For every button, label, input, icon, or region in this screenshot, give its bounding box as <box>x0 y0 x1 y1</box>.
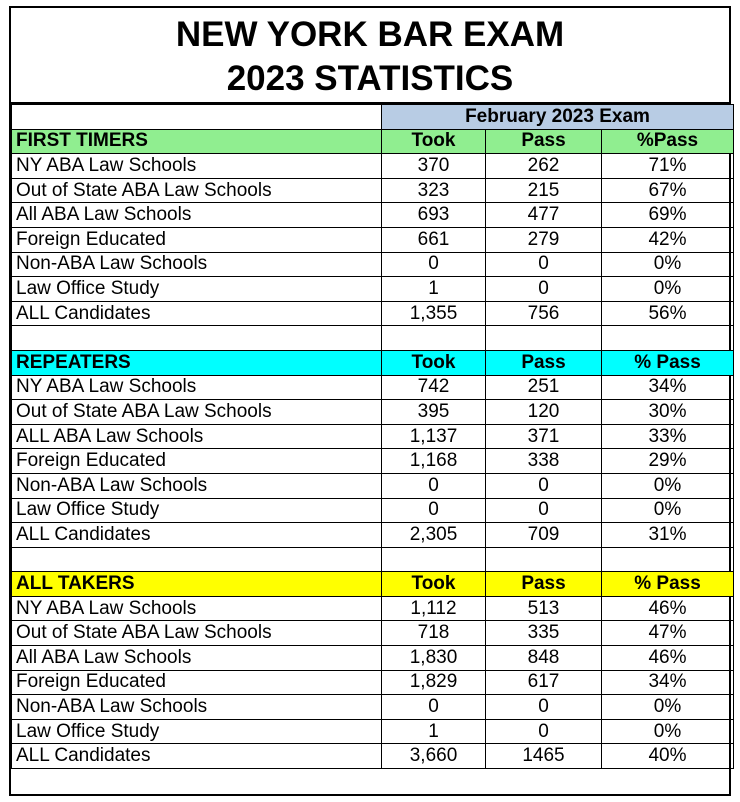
cell-took: 1,168 <box>382 449 486 474</box>
table-row <box>12 301 734 326</box>
cell-pct: 71% <box>602 154 734 179</box>
cell-took: 1 <box>382 277 486 302</box>
exam-header-row <box>12 105 734 130</box>
spacer-cell <box>602 547 734 572</box>
blank-cell <box>12 105 382 130</box>
cell-pass: 513 <box>486 596 602 621</box>
cell-pass: 371 <box>486 424 602 449</box>
row-label: ALL Candidates <box>12 523 382 548</box>
section-title: REPEATERS <box>12 350 382 375</box>
row-label: ALL ABA Law Schools <box>12 424 382 449</box>
cell-pct: 0% <box>602 498 734 523</box>
cell-took: 0 <box>382 252 486 277</box>
table-row <box>12 154 734 179</box>
section-title: FIRST TIMERS <box>12 129 382 154</box>
cell-pct: 56% <box>602 301 734 326</box>
cell-pass: 120 <box>486 400 602 425</box>
row-label: Non-ABA Law Schools <box>12 473 382 498</box>
row-label: ALL Candidates <box>12 744 382 769</box>
cell-took: 1 <box>382 719 486 744</box>
table-row <box>12 277 734 302</box>
row-label: NY ABA Law Schools <box>12 154 382 179</box>
table-row <box>12 178 734 203</box>
cell-pass: 262 <box>486 154 602 179</box>
row-label: Out of State ABA Law Schools <box>12 400 382 425</box>
stats-table <box>11 104 734 769</box>
cell-pass: 215 <box>486 178 602 203</box>
cell-pass: 617 <box>486 670 602 695</box>
section-header-row <box>12 572 734 597</box>
cell-pct: 40% <box>602 744 734 769</box>
row-label: Foreign Educated <box>12 227 382 252</box>
cell-took: 370 <box>382 154 486 179</box>
cell-pass: 756 <box>486 301 602 326</box>
spacer-cell <box>486 547 602 572</box>
cell-took: 1,829 <box>382 670 486 695</box>
section-header-row <box>12 129 734 154</box>
row-label: Law Office Study <box>12 719 382 744</box>
cell-pct: 34% <box>602 375 734 400</box>
table-row <box>12 375 734 400</box>
row-label: Foreign Educated <box>12 449 382 474</box>
column-header-pass: Pass <box>486 350 602 375</box>
cell-pct: 0% <box>602 719 734 744</box>
cell-took: 1,112 <box>382 596 486 621</box>
cell-pass: 0 <box>486 473 602 498</box>
statistics-sheet <box>9 6 731 796</box>
cell-took: 0 <box>382 473 486 498</box>
page-title <box>11 8 729 104</box>
cell-pct: 31% <box>602 523 734 548</box>
column-header-pct: % Pass <box>602 572 734 597</box>
spacer-cell <box>382 326 486 351</box>
table-row <box>12 227 734 252</box>
row-label: All ABA Law Schools <box>12 646 382 671</box>
cell-pct: 33% <box>602 424 734 449</box>
column-header-took: Took <box>382 129 486 154</box>
cell-pass: 279 <box>486 227 602 252</box>
cell-pct: 0% <box>602 277 734 302</box>
row-label: All ABA Law Schools <box>12 203 382 228</box>
table-row <box>12 523 734 548</box>
cell-pct: 29% <box>602 449 734 474</box>
cell-pass: 0 <box>486 719 602 744</box>
table-row <box>12 449 734 474</box>
row-label: ALL Candidates <box>12 301 382 326</box>
cell-pass: 1465 <box>486 744 602 769</box>
cell-pass: 0 <box>486 695 602 720</box>
column-header-pass: Pass <box>486 129 602 154</box>
spacer-row <box>12 326 734 351</box>
cell-took: 661 <box>382 227 486 252</box>
cell-pass: 0 <box>486 252 602 277</box>
cell-took: 3,660 <box>382 744 486 769</box>
table-row <box>12 473 734 498</box>
cell-took: 693 <box>382 203 486 228</box>
cell-took: 0 <box>382 695 486 720</box>
cell-took: 718 <box>382 621 486 646</box>
section-header-row <box>12 350 734 375</box>
row-label: Law Office Study <box>12 498 382 523</box>
cell-pass: 251 <box>486 375 602 400</box>
cell-took: 0 <box>382 498 486 523</box>
table-row <box>12 646 734 671</box>
row-label: Out of State ABA Law Schools <box>12 621 382 646</box>
cell-pct: 46% <box>602 596 734 621</box>
table-row <box>12 596 734 621</box>
cell-took: 1,830 <box>382 646 486 671</box>
column-header-pct: %Pass <box>602 129 734 154</box>
spacer-row <box>12 547 734 572</box>
cell-pct: 0% <box>602 473 734 498</box>
spacer-cell <box>12 547 382 572</box>
table-row <box>12 621 734 646</box>
row-label: Law Office Study <box>12 277 382 302</box>
cell-pct: 69% <box>602 203 734 228</box>
title-line-2: 2023 STATISTICS <box>226 59 514 98</box>
table-row <box>12 252 734 277</box>
cell-pct: 47% <box>602 621 734 646</box>
cell-pass: 335 <box>486 621 602 646</box>
cell-took: 742 <box>382 375 486 400</box>
table-row <box>12 670 734 695</box>
cell-pass: 848 <box>486 646 602 671</box>
row-label: Non-ABA Law Schools <box>12 252 382 277</box>
spacer-cell <box>12 326 382 351</box>
cell-pass: 0 <box>486 277 602 302</box>
table-row <box>12 424 734 449</box>
row-label: NY ABA Law Schools <box>12 375 382 400</box>
column-header-pass: Pass <box>486 572 602 597</box>
cell-took: 1,355 <box>382 301 486 326</box>
cell-pct: 67% <box>602 178 734 203</box>
spacer-cell <box>602 326 734 351</box>
cell-pass: 0 <box>486 498 602 523</box>
cell-pass: 338 <box>486 449 602 474</box>
exam-header: February 2023 Exam <box>382 105 734 130</box>
row-label: NY ABA Law Schools <box>12 596 382 621</box>
cell-pct: 46% <box>602 646 734 671</box>
table-row <box>12 400 734 425</box>
cell-pct: 0% <box>602 695 734 720</box>
cell-took: 395 <box>382 400 486 425</box>
cell-pass: 709 <box>486 523 602 548</box>
row-label: Out of State ABA Law Schools <box>12 178 382 203</box>
spacer-cell <box>382 547 486 572</box>
row-label: Non-ABA Law Schools <box>12 695 382 720</box>
title-line-1: NEW YORK BAR EXAM <box>175 15 565 54</box>
section-title: ALL TAKERS <box>12 572 382 597</box>
cell-took: 323 <box>382 178 486 203</box>
cell-pass: 477 <box>486 203 602 228</box>
cell-took: 2,305 <box>382 523 486 548</box>
cell-pct: 0% <box>602 252 734 277</box>
table-row <box>12 203 734 228</box>
table-row <box>12 695 734 720</box>
cell-took: 1,137 <box>382 424 486 449</box>
table-row <box>12 498 734 523</box>
column-header-took: Took <box>382 572 486 597</box>
cell-pct: 34% <box>602 670 734 695</box>
column-header-took: Took <box>382 350 486 375</box>
table-row <box>12 719 734 744</box>
cell-pct: 30% <box>602 400 734 425</box>
spacer-cell <box>486 326 602 351</box>
cell-pct: 42% <box>602 227 734 252</box>
column-header-pct: % Pass <box>602 350 734 375</box>
table-row <box>12 744 734 769</box>
row-label: Foreign Educated <box>12 670 382 695</box>
